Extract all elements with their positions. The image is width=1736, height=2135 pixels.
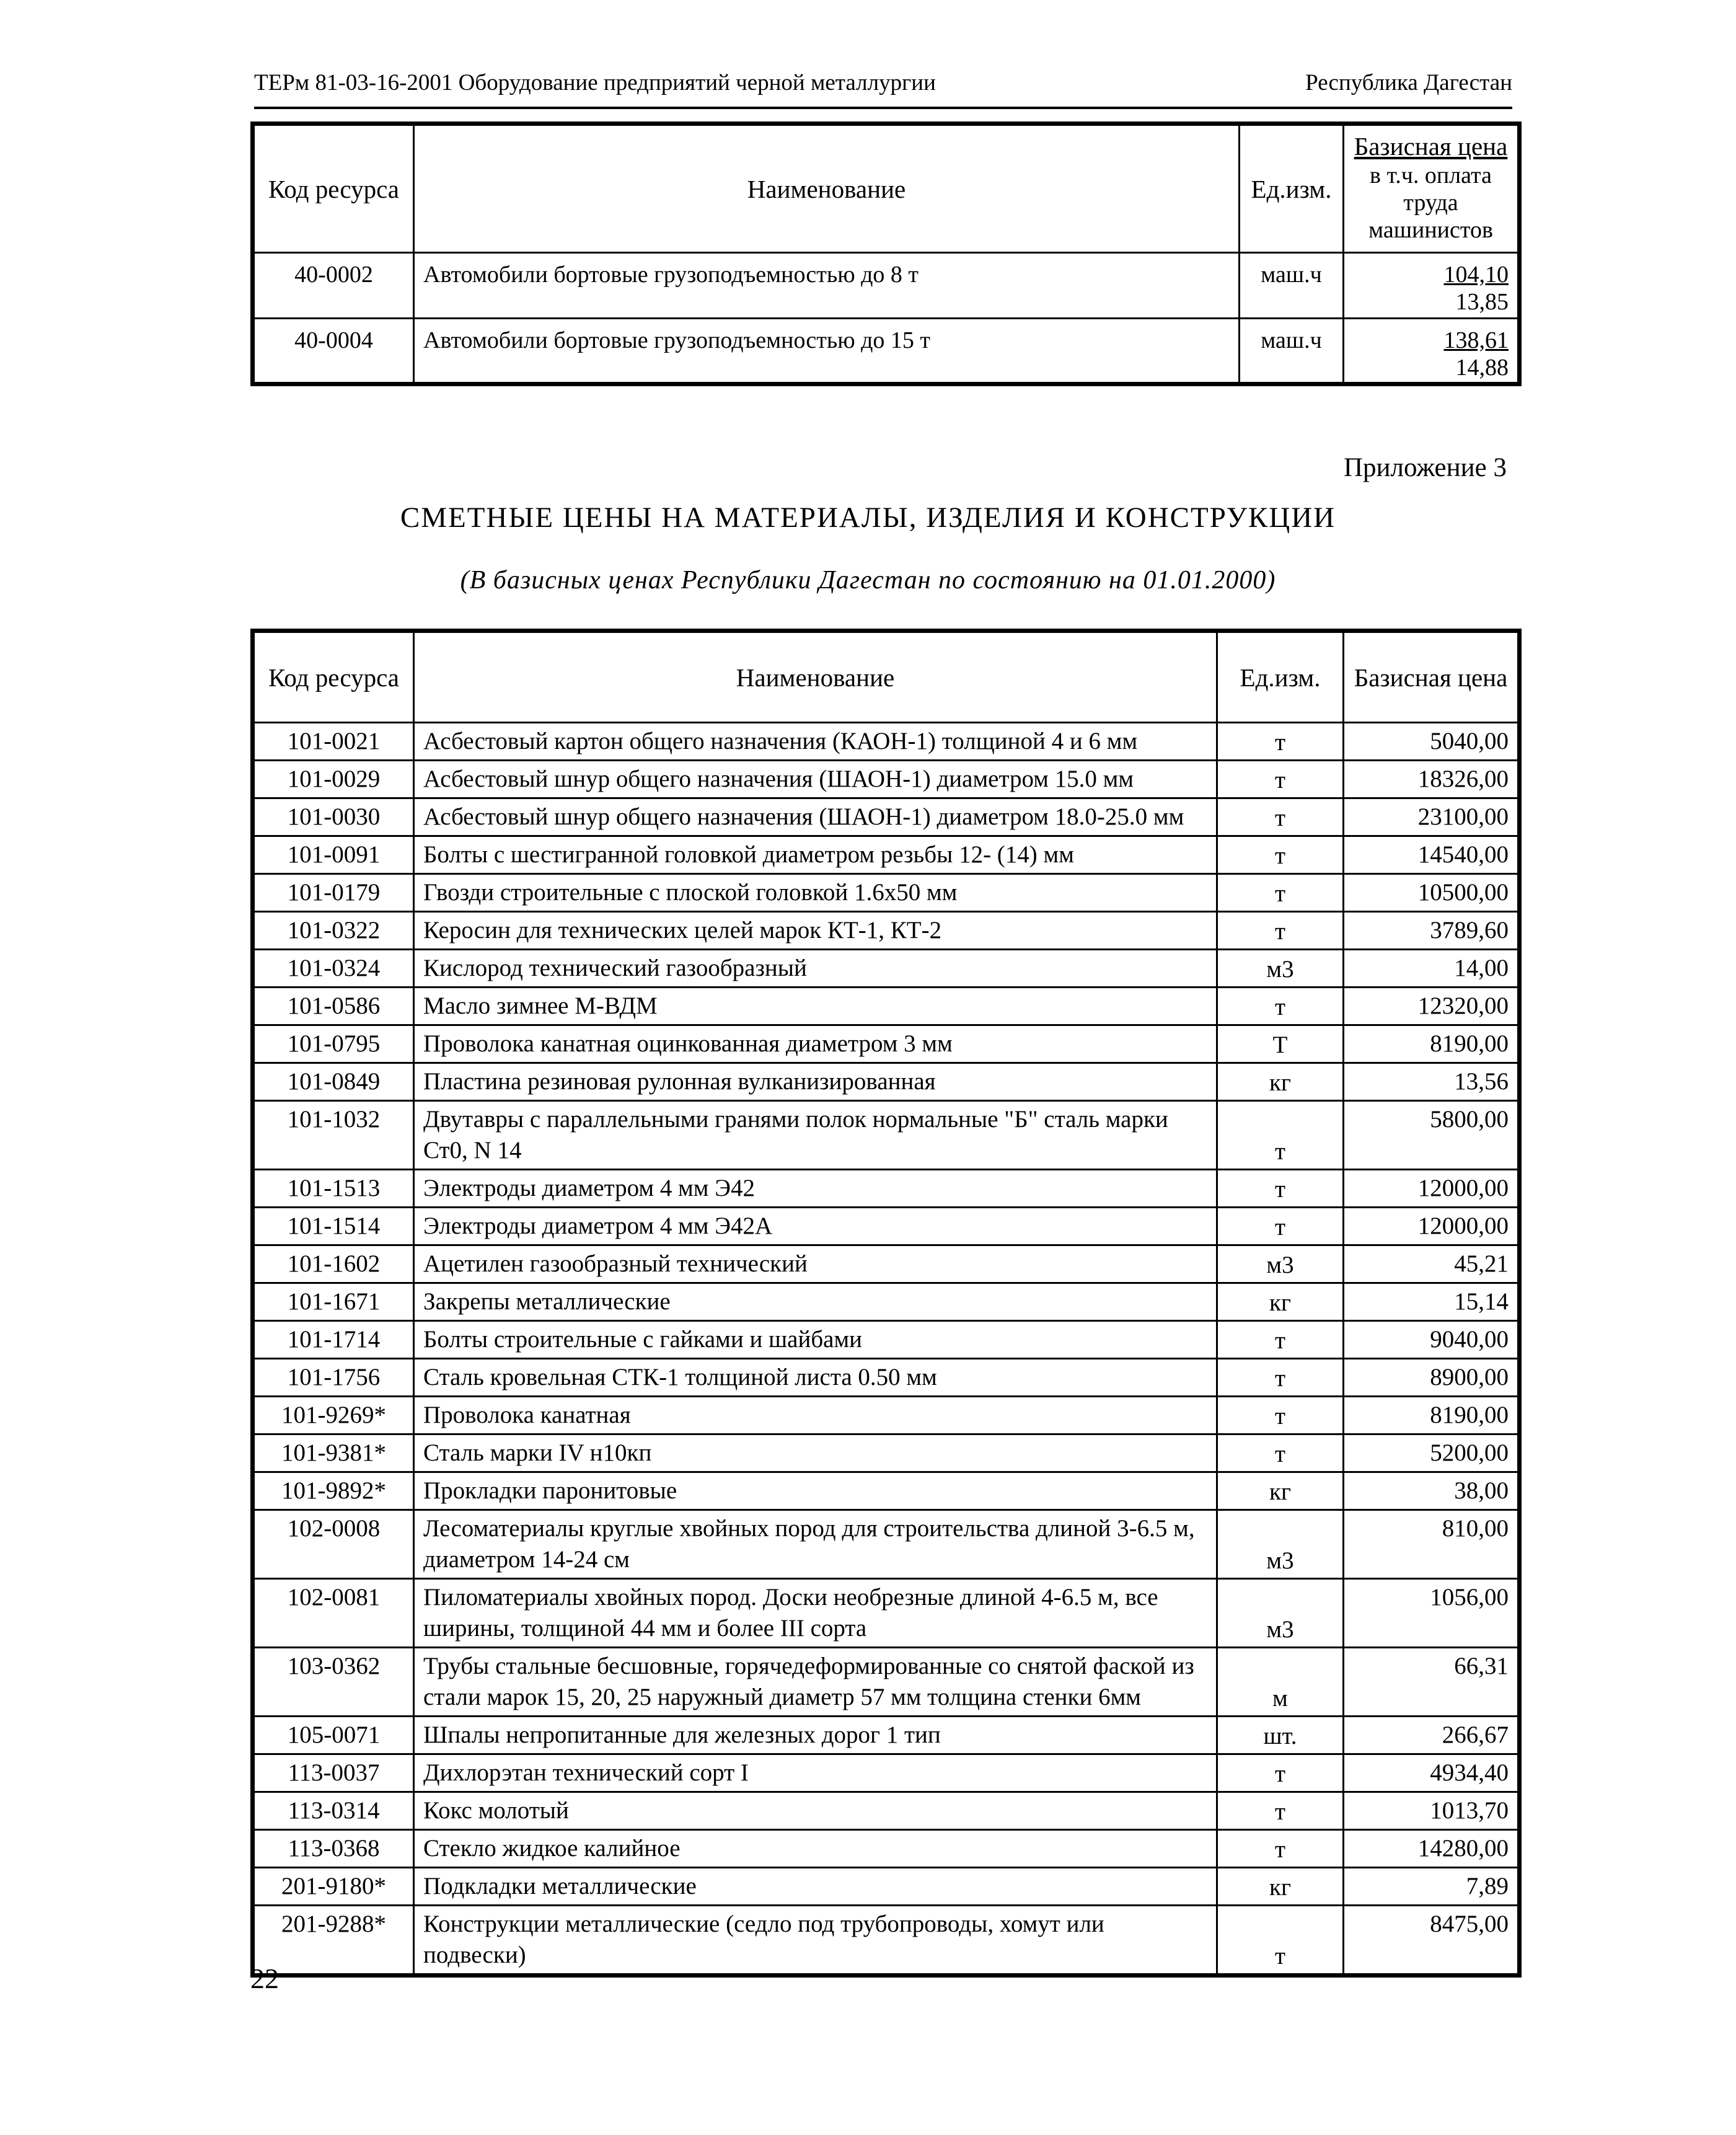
- resource-code: 101-1671: [253, 1283, 414, 1321]
- table-row: [253, 836, 1520, 874]
- resource-code: 101-9269*: [253, 1397, 414, 1434]
- table-row: [253, 1792, 1520, 1830]
- resource-code: 201-9180*: [253, 1868, 414, 1906]
- resource-code: 101-0179: [253, 874, 414, 912]
- resource-name: Асбестовый шнур общего назначения (ШАОН-1) диаметром 18.0-25.0 мм: [414, 798, 1217, 836]
- resource-code: 113-0314: [253, 1792, 414, 1830]
- resource-name: Ацетилен газообразный технический: [414, 1245, 1217, 1283]
- resource-price: 23100,00: [1344, 798, 1520, 836]
- table-row: [253, 1906, 1520, 1976]
- resource-code: 101-0322: [253, 912, 414, 950]
- resource-name: Пиломатериалы хвойных пород. Доски необрезные длиной 4-6.5 м, все ширины, толщиной 44 мм и более III сорта: [414, 1579, 1217, 1648]
- table-row: [253, 798, 1520, 836]
- resource-name: Конструкции металлические (седло под трубопроводы, хомут или подвески): [414, 1906, 1217, 1976]
- header-document-title: ТЕРм 81-03-16-2001 Оборудование предприятий черной металлургии: [254, 70, 936, 95]
- table-row: [253, 761, 1520, 798]
- table-row: [253, 253, 1520, 319]
- table-row: [253, 1063, 1520, 1101]
- resource-price: 3789,60: [1344, 912, 1520, 950]
- table-row: [253, 1283, 1520, 1321]
- resource-name: Стекло жидкое калийное: [414, 1830, 1217, 1868]
- table-row: [253, 1101, 1520, 1170]
- resource-code: 40-0004: [253, 319, 414, 384]
- resource-code: 103-0362: [253, 1648, 414, 1717]
- resource-price: 8900,00: [1344, 1359, 1520, 1397]
- resource-code: 102-0008: [253, 1510, 414, 1579]
- table-row: [253, 1245, 1520, 1283]
- resource-unit: т: [1217, 1754, 1344, 1792]
- table-row: [253, 1868, 1520, 1906]
- table-row: [253, 1579, 1520, 1648]
- resource-code: 102-0081: [253, 1579, 414, 1648]
- resource-name: Шпалы непропитанные для железных дорог 1 тип: [414, 1717, 1217, 1754]
- resource-name: Гвозди строительные с плоской головкой 1.6x50 мм: [414, 874, 1217, 912]
- resource-unit: т: [1217, 1321, 1344, 1359]
- resource-unit: т: [1217, 1170, 1344, 1208]
- resource-name: Электроды диаметром 4 мм Э42: [414, 1170, 1217, 1208]
- materials-table-header: [253, 631, 1520, 723]
- resource-price: 12000,00: [1344, 1170, 1520, 1208]
- table-row: [253, 1321, 1520, 1359]
- table-row: [253, 1208, 1520, 1245]
- resource-price: 1013,70: [1344, 1792, 1520, 1830]
- column-header-code: Код ресурса: [253, 631, 414, 723]
- resource-unit: м3: [1217, 1579, 1344, 1648]
- section-title: СМЕТНЫЕ ЦЕНЫ НА МАТЕРИАЛЫ, ИЗДЕЛИЯ И КОНСТРУКЦИИ: [400, 502, 1336, 534]
- resource-price: 14280,00: [1344, 1830, 1520, 1868]
- resource-unit: т: [1217, 1906, 1344, 1976]
- resource-price: 8190,00: [1344, 1397, 1520, 1434]
- table-row: [253, 1170, 1520, 1208]
- base-price: 104,10: [1443, 262, 1509, 288]
- resource-price: 8190,00: [1344, 1025, 1520, 1063]
- column-header-code: Код ресурса: [253, 124, 414, 253]
- resource-name: Проволока канатная оцинкованная диаметром 3 мм: [414, 1025, 1217, 1063]
- resource-price: 38,00: [1344, 1472, 1520, 1510]
- resource-name: Асбестовый шнур общего назначения (ШАОН-1) диаметром 15.0 мм: [414, 761, 1217, 798]
- resource-unit: т: [1217, 836, 1344, 874]
- resource-unit: т: [1217, 1208, 1344, 1245]
- table-row: [253, 1717, 1520, 1754]
- header-region: Республика Дагестан: [1305, 70, 1512, 95]
- resource-name: Подкладки металлические: [414, 1868, 1217, 1906]
- section-subtitle: (В базисных ценах Республики Дагестан по состоянию на 01.01.2000): [460, 566, 1276, 595]
- resource-code: 101-9892*: [253, 1472, 414, 1510]
- resource-unit: т: [1217, 1434, 1344, 1472]
- resource-unit: т: [1217, 912, 1344, 950]
- resource-price-cell: [1344, 253, 1520, 319]
- resource-unit: т: [1217, 761, 1344, 798]
- resource-unit: т: [1217, 1101, 1344, 1170]
- resource-unit: т: [1217, 988, 1344, 1025]
- resource-unit: т: [1217, 798, 1344, 836]
- operator-wage: 14,88: [1455, 355, 1509, 381]
- resource-name: Пластина резиновая рулонная вулканизированная: [414, 1063, 1217, 1101]
- table-row: [253, 950, 1520, 988]
- resource-unit: м: [1217, 1648, 1344, 1717]
- table-row: [253, 1754, 1520, 1792]
- resource-code: 101-0795: [253, 1025, 414, 1063]
- resource-code: 201-9288*: [253, 1906, 414, 1976]
- resource-name: Двутавры с параллельными гранями полок нормальные "Б" сталь марки Ст0, N 14: [414, 1101, 1217, 1170]
- resource-code: 101-1602: [253, 1245, 414, 1283]
- base-price: 138,61: [1443, 327, 1509, 353]
- resource-unit: м3: [1217, 1510, 1344, 1579]
- appendix-label: Приложение 3: [1343, 453, 1507, 482]
- resource-price: 15,14: [1344, 1283, 1520, 1321]
- column-header-price-sublabel: в т.ч. оплата труда машинистов: [1368, 162, 1493, 243]
- resource-code: 101-1756: [253, 1359, 414, 1397]
- column-header-price-label: Базисная цена: [1354, 132, 1508, 161]
- resource-price: 266,67: [1344, 1717, 1520, 1754]
- resource-price: 7,89: [1344, 1868, 1520, 1906]
- resource-price: 9040,00: [1344, 1321, 1520, 1359]
- resource-code: 101-0091: [253, 836, 414, 874]
- resource-unit: т: [1217, 1830, 1344, 1868]
- resource-name: Сталь марки IV н10кп: [414, 1434, 1217, 1472]
- resource-unit: м3: [1217, 950, 1344, 988]
- resource-code: 101-0324: [253, 950, 414, 988]
- resource-code: 101-1032: [253, 1101, 414, 1170]
- resource-name: Лесоматериалы круглые хвойных пород для строительства длиной 3-6.5 м, диаметром 14-24 см: [414, 1510, 1217, 1579]
- resource-code: 101-0021: [253, 723, 414, 761]
- machines-table: [250, 122, 1522, 386]
- resource-name: Дихлорэтан технический сорт I: [414, 1754, 1217, 1792]
- resource-name: Кокс молотый: [414, 1792, 1217, 1830]
- page-header: [254, 67, 1512, 109]
- resource-name: Проволока канатная: [414, 1397, 1217, 1434]
- resource-unit: маш.ч: [1240, 319, 1344, 384]
- resource-name: Электроды диаметром 4 мм Э42А: [414, 1208, 1217, 1245]
- resource-code: 105-0071: [253, 1717, 414, 1754]
- table-row: [253, 723, 1520, 761]
- resource-price: 8475,00: [1344, 1906, 1520, 1976]
- resource-name: Автомобили бортовые грузоподъемностью до 15 т: [414, 319, 1240, 384]
- resource-unit: м3: [1217, 1245, 1344, 1283]
- resource-code: 113-0368: [253, 1830, 414, 1868]
- table-row: [253, 1830, 1520, 1868]
- resource-unit: т: [1217, 1359, 1344, 1397]
- resource-name: Болты с шестигранной головкой диаметром резьбы 12- (14) мм: [414, 836, 1217, 874]
- resource-name: Прокладки паронитовые: [414, 1472, 1217, 1510]
- resource-code: 101-1513: [253, 1170, 414, 1208]
- table-row: [253, 1359, 1520, 1397]
- resource-name: Кислород технический газообразный: [414, 950, 1217, 988]
- operator-wage: 13,85: [1455, 289, 1509, 315]
- resource-price: 810,00: [1344, 1510, 1520, 1579]
- resource-code: 101-0849: [253, 1063, 414, 1101]
- page-number: 22: [250, 1963, 279, 1994]
- resource-price: 14,00: [1344, 950, 1520, 988]
- resource-price: 5200,00: [1344, 1434, 1520, 1472]
- resource-code: 101-1514: [253, 1208, 414, 1245]
- resource-price: 1056,00: [1344, 1579, 1520, 1648]
- resource-unit: Т: [1217, 1025, 1344, 1063]
- resource-unit: т: [1217, 874, 1344, 912]
- resource-unit: маш.ч: [1240, 253, 1344, 319]
- table-row: [253, 1434, 1520, 1472]
- resource-price: 13,56: [1344, 1063, 1520, 1101]
- resource-name: Закрепы металлические: [414, 1283, 1217, 1321]
- machines-table-header: [253, 124, 1520, 253]
- resource-code: 101-9381*: [253, 1434, 414, 1472]
- resource-unit: кг: [1217, 1283, 1344, 1321]
- resource-unit: т: [1217, 723, 1344, 761]
- resource-price: 4934,40: [1344, 1754, 1520, 1792]
- resource-price: 12000,00: [1344, 1208, 1520, 1245]
- resource-name: Масло зимнее М-ВДМ: [414, 988, 1217, 1025]
- column-header-unit: Ед.изм.: [1240, 124, 1344, 253]
- materials-table: [250, 629, 1522, 1978]
- column-header-name: Наименование: [414, 124, 1240, 253]
- resource-name: Асбестовый картон общего назначения (КАОН-1) толщиной 4 и 6 мм: [414, 723, 1217, 761]
- resource-unit: кг: [1217, 1063, 1344, 1101]
- resource-price: 12320,00: [1344, 988, 1520, 1025]
- resource-price: 45,21: [1344, 1245, 1520, 1283]
- resource-price: 5040,00: [1344, 723, 1520, 761]
- resource-price: 18326,00: [1344, 761, 1520, 798]
- table-row: [253, 912, 1520, 950]
- table-row: [253, 874, 1520, 912]
- resource-code: 113-0037: [253, 1754, 414, 1792]
- resource-code: 101-0030: [253, 798, 414, 836]
- resource-unit: кг: [1217, 1868, 1344, 1906]
- resource-name: Трубы стальные бесшовные, горячедеформированные со снятой фаской из стали марок 15, 20, 25 наружный диаметр 57 мм толщина стенки 6мм: [414, 1648, 1217, 1717]
- column-header-unit: Ед.изм.: [1217, 631, 1344, 723]
- table-row: [253, 1397, 1520, 1434]
- resource-price-cell: [1344, 319, 1520, 384]
- resource-unit: шт.: [1217, 1717, 1344, 1754]
- table-row: [253, 319, 1520, 384]
- resource-price: 14540,00: [1344, 836, 1520, 874]
- resource-name: Болты строительные с гайками и шайбами: [414, 1321, 1217, 1359]
- table-row: [253, 1472, 1520, 1510]
- resource-code: 101-0586: [253, 988, 414, 1025]
- column-header-price: Базисная цена: [1344, 631, 1520, 723]
- table-row: [253, 988, 1520, 1025]
- resource-price: 66,31: [1344, 1648, 1520, 1717]
- resource-unit: т: [1217, 1792, 1344, 1830]
- resource-code: 40-0002: [253, 253, 414, 319]
- resource-price: 5800,00: [1344, 1101, 1520, 1170]
- column-header-name: Наименование: [414, 631, 1217, 723]
- table-row: [253, 1648, 1520, 1717]
- table-row: [253, 1025, 1520, 1063]
- resource-name: Автомобили бортовые грузоподъемностью до 8 т: [414, 253, 1240, 319]
- table-row: [253, 1510, 1520, 1579]
- resource-price: 10500,00: [1344, 874, 1520, 912]
- resource-code: 101-0029: [253, 761, 414, 798]
- resource-name: Керосин для технических целей марок КТ-1, КТ-2: [414, 912, 1217, 950]
- resource-name: Сталь кровельная СТК-1 толщиной листа 0.50 мм: [414, 1359, 1217, 1397]
- resource-unit: кг: [1217, 1472, 1344, 1510]
- resource-code: 101-1714: [253, 1321, 414, 1359]
- column-header-price: [1344, 124, 1520, 253]
- resource-unit: т: [1217, 1397, 1344, 1434]
